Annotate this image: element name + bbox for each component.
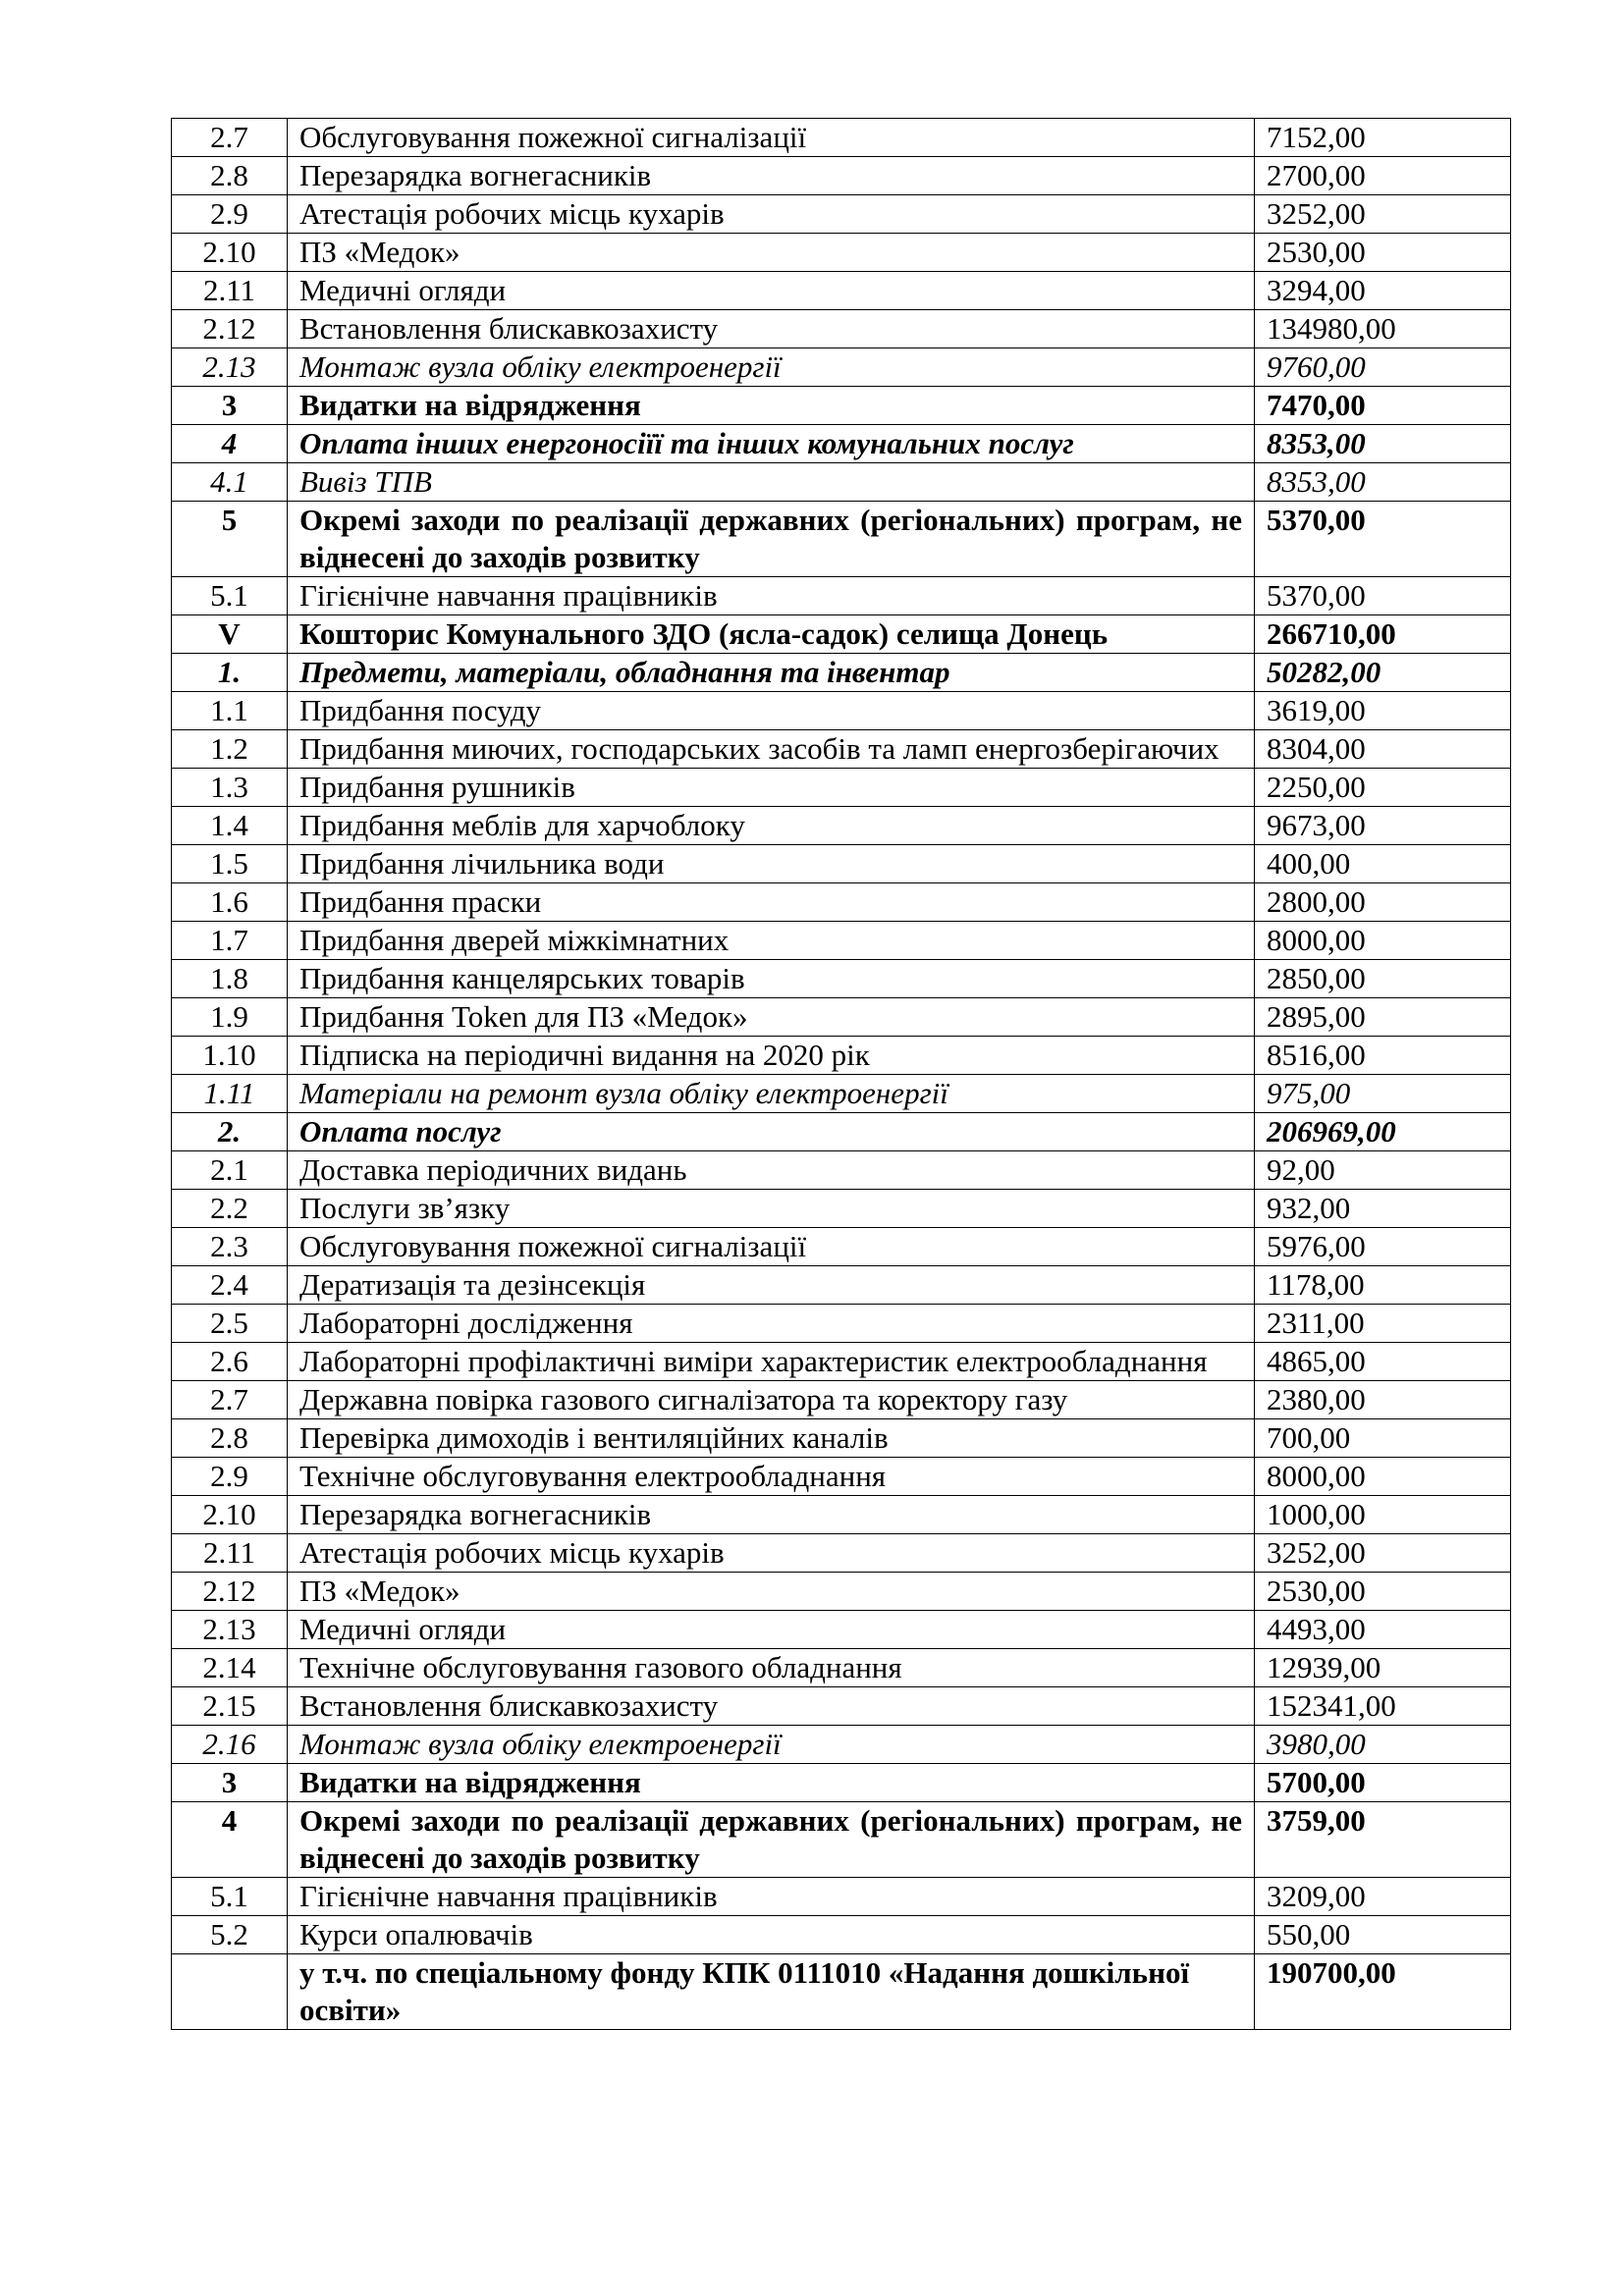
row-amount: 3252,00 <box>1255 195 1511 234</box>
row-description: Оплата послуг <box>288 1113 1255 1151</box>
table-row <box>172 769 1511 807</box>
table-row <box>172 807 1511 845</box>
row-description: Видатки на відрядження <box>288 387 1255 425</box>
row-number: 2.4 <box>172 1266 288 1305</box>
table-row <box>172 845 1511 883</box>
table-row <box>172 615 1511 654</box>
row-amount: 8000,00 <box>1255 922 1511 960</box>
row-description: Вивіз ТПВ <box>288 463 1255 502</box>
row-amount: 5370,00 <box>1255 502 1511 577</box>
row-amount: 1000,00 <box>1255 1496 1511 1534</box>
row-description: Курси опалювачів <box>288 1916 1255 1954</box>
row-number: 4.1 <box>172 463 288 502</box>
row-description: Придбання праски <box>288 883 1255 922</box>
row-description: Монтаж вузла обліку електроенергії <box>288 348 1255 387</box>
table-row <box>172 387 1511 425</box>
row-description: Обслуговування пожежної сигналізації <box>288 1228 1255 1266</box>
table-row <box>172 654 1511 692</box>
row-amount: 932,00 <box>1255 1190 1511 1228</box>
row-description: Монтаж вузла обліку електроенергії <box>288 1726 1255 1764</box>
table-row <box>172 1305 1511 1343</box>
row-amount: 2530,00 <box>1255 234 1511 272</box>
table-row <box>172 1075 1511 1113</box>
row-number: 2.1 <box>172 1151 288 1190</box>
row-description: Придбання дверей міжкімнатних <box>288 922 1255 960</box>
row-number: 5.1 <box>172 577 288 615</box>
row-amount: 7152,00 <box>1255 119 1511 157</box>
row-number: 1.5 <box>172 845 288 883</box>
row-amount: 152341,00 <box>1255 1687 1511 1726</box>
table-row <box>172 502 1511 577</box>
table-row <box>172 1266 1511 1305</box>
row-description: Державна повірка газового сигналізатора та коректору газу <box>288 1381 1255 1419</box>
row-amount: 4865,00 <box>1255 1343 1511 1381</box>
row-description: Встановлення блискавкозахисту <box>288 1687 1255 1726</box>
row-number: 2.10 <box>172 234 288 272</box>
row-description: Лабораторні дослідження <box>288 1305 1255 1343</box>
row-description: Лабораторні профілактичні виміри характеристик електрообладнання <box>288 1343 1255 1381</box>
row-number: 2.2 <box>172 1190 288 1228</box>
row-number: 1.1 <box>172 692 288 730</box>
row-amount: 134980,00 <box>1255 310 1511 348</box>
row-amount: 3759,00 <box>1255 1802 1511 1878</box>
row-number: 2.11 <box>172 1534 288 1573</box>
row-amount: 3294,00 <box>1255 272 1511 310</box>
row-amount: 3209,00 <box>1255 1878 1511 1916</box>
table-row <box>172 1343 1511 1381</box>
row-description: Медичні огляди <box>288 272 1255 310</box>
table-row <box>172 463 1511 502</box>
row-number: 2.14 <box>172 1649 288 1687</box>
row-amount: 550,00 <box>1255 1916 1511 1954</box>
row-description: Видатки на відрядження <box>288 1764 1255 1802</box>
row-amount: 8353,00 <box>1255 463 1511 502</box>
row-description: Технічне обслуговування газового обладнання <box>288 1649 1255 1687</box>
row-description: Встановлення блискавкозахисту <box>288 310 1255 348</box>
row-number: 1.9 <box>172 998 288 1037</box>
row-description: Перезарядка вогнегасників <box>288 1496 1255 1534</box>
row-number: 1.3 <box>172 769 288 807</box>
table-row <box>172 1458 1511 1496</box>
table-row <box>172 1573 1511 1611</box>
row-number: 1.7 <box>172 922 288 960</box>
row-description: Доставка періодичних видань <box>288 1151 1255 1190</box>
table-row <box>172 1764 1511 1802</box>
table-row <box>172 272 1511 310</box>
row-amount: 7470,00 <box>1255 387 1511 425</box>
row-amount: 8000,00 <box>1255 1458 1511 1496</box>
row-description: у т.ч. по спеціальному фонду КПК 0111010 «Надання дошкільної освіти» <box>288 1954 1255 2030</box>
row-number: 5 <box>172 502 288 577</box>
table-row <box>172 234 1511 272</box>
row-amount: 3619,00 <box>1255 692 1511 730</box>
table-row <box>172 1916 1511 1954</box>
row-number: 2.13 <box>172 348 288 387</box>
table-row <box>172 425 1511 463</box>
row-amount: 2380,00 <box>1255 1381 1511 1419</box>
row-number: 2.16 <box>172 1726 288 1764</box>
row-number: 2.9 <box>172 1458 288 1496</box>
row-description: Дератизація та дезінсекція <box>288 1266 1255 1305</box>
row-description: Придбання меблів для харчоблоку <box>288 807 1255 845</box>
row-amount: 2800,00 <box>1255 883 1511 922</box>
row-amount: 8304,00 <box>1255 730 1511 769</box>
row-description: Окремі заходи по реалізації державних (регіональних) програм, не віднесені до заходів розвитку <box>288 502 1255 577</box>
row-description: Матеріали на ремонт вузла обліку електроенергії <box>288 1075 1255 1113</box>
row-number: 2.3 <box>172 1228 288 1266</box>
table-row <box>172 119 1511 157</box>
row-amount: 4493,00 <box>1255 1611 1511 1649</box>
row-number: 2.9 <box>172 195 288 234</box>
row-amount: 12939,00 <box>1255 1649 1511 1687</box>
row-description: Атестація робочих місць кухарів <box>288 195 1255 234</box>
row-amount: 975,00 <box>1255 1075 1511 1113</box>
table-row <box>172 1228 1511 1266</box>
row-amount: 1178,00 <box>1255 1266 1511 1305</box>
table-row <box>172 157 1511 195</box>
table-row <box>172 692 1511 730</box>
row-amount: 8353,00 <box>1255 425 1511 463</box>
table-row <box>172 1151 1511 1190</box>
row-amount: 3980,00 <box>1255 1726 1511 1764</box>
row-number: 4 <box>172 425 288 463</box>
table-row <box>172 998 1511 1037</box>
row-amount: 266710,00 <box>1255 615 1511 654</box>
row-description: Підписка на періодичні видання на 2020 рік <box>288 1037 1255 1075</box>
table-row <box>172 1113 1511 1151</box>
row-number: 2.5 <box>172 1305 288 1343</box>
row-description: Гігієнічне навчання працівників <box>288 1878 1255 1916</box>
table-row <box>172 310 1511 348</box>
table-row <box>172 1190 1511 1228</box>
row-number: 1.10 <box>172 1037 288 1075</box>
row-amount: 2850,00 <box>1255 960 1511 998</box>
table-row <box>172 348 1511 387</box>
row-amount: 2311,00 <box>1255 1305 1511 1343</box>
row-number: 3 <box>172 1764 288 1802</box>
table-row <box>172 195 1511 234</box>
row-amount: 700,00 <box>1255 1419 1511 1458</box>
row-amount: 2530,00 <box>1255 1573 1511 1611</box>
row-number: 2.6 <box>172 1343 288 1381</box>
table-row <box>172 1687 1511 1726</box>
row-amount: 5976,00 <box>1255 1228 1511 1266</box>
table-row <box>172 1496 1511 1534</box>
row-description: Кошторис Комунального ЗДО (ясла-садок) селища Донець <box>288 615 1255 654</box>
row-amount: 2700,00 <box>1255 157 1511 195</box>
table-row <box>172 1954 1511 2030</box>
table-row <box>172 1381 1511 1419</box>
row-amount: 5370,00 <box>1255 577 1511 615</box>
row-number: 5.2 <box>172 1916 288 1954</box>
row-number: 1. <box>172 654 288 692</box>
row-amount: 2250,00 <box>1255 769 1511 807</box>
table-row <box>172 1611 1511 1649</box>
row-number: 1.6 <box>172 883 288 922</box>
table-row <box>172 1037 1511 1075</box>
row-amount: 5700,00 <box>1255 1764 1511 1802</box>
row-description: Придбання рушників <box>288 769 1255 807</box>
row-number: 4 <box>172 1802 288 1878</box>
table-row <box>172 922 1511 960</box>
row-number: 2.12 <box>172 310 288 348</box>
row-number <box>172 1954 288 2030</box>
row-number: 2.13 <box>172 1611 288 1649</box>
row-number: 2.7 <box>172 1381 288 1419</box>
row-description: Перезарядка вогнегасників <box>288 157 1255 195</box>
row-number: 5.1 <box>172 1878 288 1916</box>
table-row <box>172 960 1511 998</box>
row-amount: 400,00 <box>1255 845 1511 883</box>
row-number: 1.4 <box>172 807 288 845</box>
row-description: ПЗ «Медок» <box>288 1573 1255 1611</box>
row-description: Предмети, матеріали, обладнання та інвентар <box>288 654 1255 692</box>
row-description: ПЗ «Медок» <box>288 234 1255 272</box>
row-description: Придбання миючих, господарських засобів та ламп енергозберігаючих <box>288 730 1255 769</box>
row-amount: 9673,00 <box>1255 807 1511 845</box>
row-number: 2.7 <box>172 119 288 157</box>
row-number: 2.8 <box>172 1419 288 1458</box>
table-row <box>172 1878 1511 1916</box>
row-number: 1.2 <box>172 730 288 769</box>
row-amount: 190700,00 <box>1255 1954 1511 2030</box>
budget-table <box>171 118 1511 2030</box>
row-number: 3 <box>172 387 288 425</box>
row-amount: 2895,00 <box>1255 998 1511 1037</box>
table-row <box>172 883 1511 922</box>
row-number: 2.12 <box>172 1573 288 1611</box>
row-number: 2.8 <box>172 157 288 195</box>
row-description: Придбання канцелярських товарів <box>288 960 1255 998</box>
row-number: V <box>172 615 288 654</box>
row-number: 2.11 <box>172 272 288 310</box>
table-row <box>172 1802 1511 1878</box>
row-amount: 206969,00 <box>1255 1113 1511 1151</box>
row-description: Послуги зв’язку <box>288 1190 1255 1228</box>
table-row <box>172 577 1511 615</box>
row-description: Придбання посуду <box>288 692 1255 730</box>
row-amount: 92,00 <box>1255 1151 1511 1190</box>
row-number: 2.10 <box>172 1496 288 1534</box>
row-description: Обслуговування пожежної сигналізації <box>288 119 1255 157</box>
row-description: Атестація робочих місць кухарів <box>288 1534 1255 1573</box>
row-number: 1.8 <box>172 960 288 998</box>
row-description: Технічне обслуговування електрообладнання <box>288 1458 1255 1496</box>
row-amount: 8516,00 <box>1255 1037 1511 1075</box>
row-description: Придбання Token для ПЗ «Медок» <box>288 998 1255 1037</box>
table-row <box>172 1649 1511 1687</box>
row-description: Оплата інших енергоносіїї та інших комунальних послуг <box>288 425 1255 463</box>
row-amount: 9760,00 <box>1255 348 1511 387</box>
table-row <box>172 1419 1511 1458</box>
row-number: 1.11 <box>172 1075 288 1113</box>
table-row <box>172 730 1511 769</box>
row-amount: 50282,00 <box>1255 654 1511 692</box>
row-number: 2.15 <box>172 1687 288 1726</box>
row-description: Медичні огляди <box>288 1611 1255 1649</box>
table-row <box>172 1726 1511 1764</box>
row-description: Придбання лічильника води <box>288 845 1255 883</box>
table-row <box>172 1534 1511 1573</box>
row-description: Окремі заходи по реалізації державних (регіональних) програм, не віднесені до заходів розвитку <box>288 1802 1255 1878</box>
budget-table-body <box>172 119 1511 2030</box>
row-amount: 3252,00 <box>1255 1534 1511 1573</box>
row-description: Гігієнічне навчання працівників <box>288 577 1255 615</box>
row-number: 2. <box>172 1113 288 1151</box>
row-description: Перевірка димоходів і вентиляційних каналів <box>288 1419 1255 1458</box>
